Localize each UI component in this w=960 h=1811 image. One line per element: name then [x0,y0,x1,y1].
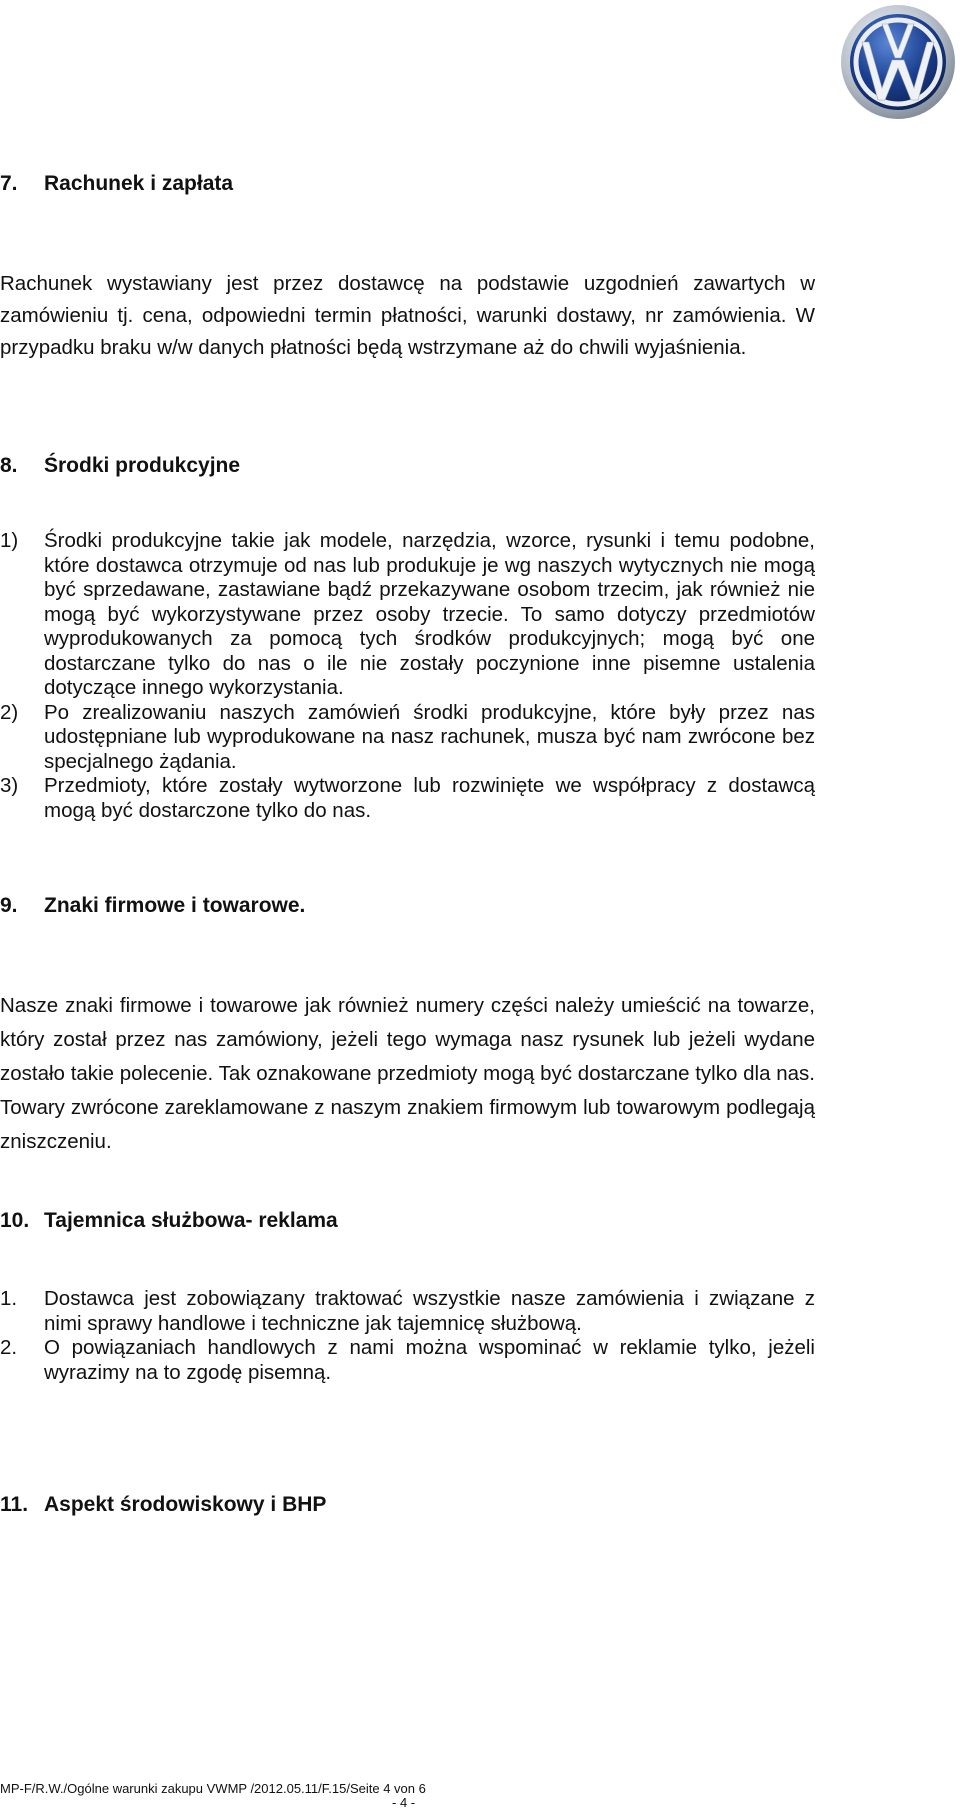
section-number: 8. [0,454,18,477]
list-item-text: Środki produkcyjne takie jak modele, narzędzia, wzorce, rysunki i temu podobne, które dostawca otrzymuje od nas lub produkuje je wg naszych wytycznych nie mogą być sprzedawane, zastawiane bądź przekazywane osobom trzecim, jak również nie mogą być wykorzystywane przez osoby trzecie. To samo dotyczy przedmiotów wyprodukowanych za pomocą tych środków produkcyjnych; mogą być one dostarczane tylko do nas o ile nie zostały poczynione inne pisemne ustalenia dotyczące innego wykorzystania. [44,529,815,699]
page-number: - 4 - [392,1795,416,1810]
section-title: Środki produkcyjne [44,454,241,477]
section-number: 11. [0,1493,29,1516]
list-item [0,529,815,701]
list-item [0,1336,815,1385]
list-marker: 3) [0,774,19,797]
section-title: Znaki firmowe i towarowe. [44,894,306,917]
section-7-heading [0,172,233,196]
section-number: 7. [0,172,18,195]
list-item [0,1287,815,1336]
list-item [0,774,815,823]
section-10-heading [0,1209,338,1233]
section-title: Tajemnica służbowa- reklama [44,1209,338,1232]
section-9-heading [0,894,305,918]
list-item-text: Przedmioty, które zostały wytworzone lub rozwinięte we współpracy z dostawcą mogą być dostarczone tylko do nas. [44,774,815,822]
section-title: Aspekt środowiskowy i BHP [44,1493,327,1516]
list-item-text: Dostawca jest zobowiązany traktować wszystkie nasze zamówienia i związane z nimi sprawy handlowe i techniczne jak tajemnicę służbową. [44,1287,815,1335]
list-item-text: O powiązaniach handlowych z nami można wspominać w reklamie tylko, jeżeli wyrazimy na to zgodę pisemną. [44,1336,815,1384]
section-10-list [0,1287,815,1385]
section-title: Rachunek i zapłata [44,172,234,195]
list-item [0,701,815,775]
list-item-text: Po zrealizowaniu naszych zamówień środki produkcyjne, które były przez nas udostępniane lub wyprodukowane na nasz rachunek, musza być nam zwrócone bez specjalnego żądania. [44,700,815,773]
list-marker: 1. [0,1287,18,1310]
section-9-paragraph: Nasze znaki firmowe i towarowe jak również numery części należy umieścić na towarze, który został przez nas zamówiony, jeżeli tego wymaga nasz rysunek lub jeżeli wydane zostało takie polecenie. Tak oznakowane przedmioty mogą być dostarczane tylko dla nas. Towary zwrócone zareklamowane z naszym znakiem firmowym lub towarowym podlegają zniszczeniu. [0,994,815,1153]
list-marker: 2) [0,700,19,724]
section-number: 9. [0,894,18,917]
vw-logo-icon [838,2,958,122]
section-8-heading [0,454,240,478]
section-11-heading [0,1493,326,1517]
section-8-list [0,529,815,823]
document-reference: MP-F/R.W./Ogólne warunki zakupu VWMP /2012.05.11/F.15/Seite 4 von 6 [0,1781,426,1796]
section-7-paragraph: Rachunek wystawiany jest przez dostawcę na podstawie uzgodnień zawartych w zamówieniu tj. cena, odpowiedni termin płatności, warunki dostawy, nr zamówienia. W przypadku braku w/w danych płatności będą wstrzymane aż do chwili wyjaśnienia. [0,272,815,359]
section-number: 10. [0,1209,30,1232]
list-marker: 1) [0,529,19,552]
list-marker: 2. [0,1336,18,1359]
